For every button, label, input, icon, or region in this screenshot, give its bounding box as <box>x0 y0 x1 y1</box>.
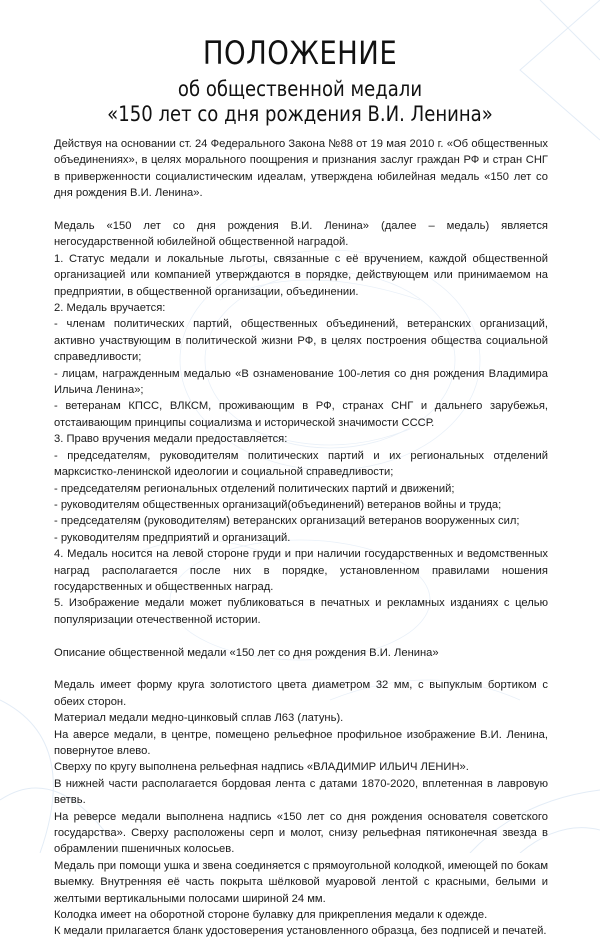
clause-3-item-b: - председателям региональных отделений политических партий и движений; <box>54 482 455 495</box>
clause-3: 3. Право вручения медали предоставляется: <box>54 433 288 446</box>
clause-5: 5. Изображение медали может публиковаться в печатных и рекламных изданиях с целью популяризации отечественной истории. <box>54 597 548 626</box>
description-heading: Описание общественной медали «150 лет со дня рождения В.И. Ленина» <box>54 646 439 659</box>
page-title: ПОЛОЖЕНИЕ <box>202 34 398 72</box>
description-line-7: Медаль при помощи ушка и звена соединяется с прямоугольной колодкой, имеющей по бокам выемку. Внутренняя её часть покрыта шёлковой муаровой лентой с красными, белыми и желтыми вертикальными полосами шириной 24 мм. <box>54 859 549 905</box>
description-line-2: Материал медали медно-цинковый сплав Л63 (латунь). <box>54 712 344 725</box>
description-line-9: К медали прилагается бланк удостоверения установленного образца, без подписей и печатей. <box>54 925 547 938</box>
page-subtitle-line-2: «150 лет со дня рождения В.И. Ленина» <box>107 102 493 126</box>
clause-2-item-c: - ветеранам КПСС, ВЛКСМ, проживающим в РФ, странах СНГ и дальнего зарубежья, отстаивающим принципы социализма и исторической значимости СССР. <box>54 400 548 429</box>
intro-paragraph: Действуя на основании ст. 24 Федерального Закона №88 от 19 мая 2010 г. «Об общественных объединениях», в целях морального поощрения и признания заслуг граждан РФ и стран СНГ в приверженности социалистическим идеалам, утверждена юбилейная медаль «150 лет со дня рождения В.И. Ленина». <box>54 138 548 200</box>
description-line-1: Медаль имеет форму круга золотистого цвета диаметром 32 мм, с выпуклым бортиком с обеих сторон. <box>54 679 548 708</box>
clause-1: 1. Статус медали и локальные льготы, связанные с её вручением, каждой общественной организацией или компанией утверждаются в порядке, действующем или принимаемом на предприятии, в общественной организации, объединении. <box>54 252 548 298</box>
description-line-3: На аверсе медали, в центре, помещено рельефное профильное изображение В.И. Ленина, повернутое влево. <box>54 728 548 757</box>
description-line-4: Сверху по кругу выполнена рельефная надпись «ВЛАДИМИР ИЛЬИЧ ЛЕНИН». <box>54 761 469 774</box>
document-body <box>54 136 548 940</box>
description-line-5: В нижней части располагается бордовая лента с датами 1870-2020, вплетенная в лавровую ветвь. <box>54 777 548 807</box>
clause-2-item-b: - лицам, награжденным медалью «В ознаменование 100-летия со дня рождения Владимира Ильича Ленина»; <box>54 367 548 397</box>
definition-paragraph: Медаль «150 лет со дня рождения В.И. Ленина» (далее – медаль) является негосударственной юбилейной общественной наградой. <box>54 220 548 249</box>
page-subtitle-line-1: об общественной медали <box>177 77 423 101</box>
clause-3-item-d: - председателям (руководителям) ветеранских организаций ветеранов вооруженных сил; <box>54 515 520 528</box>
clause-3-item-c: - руководителям общественных организаций(объединений) ветеранов войны и труда; <box>54 498 502 511</box>
clause-2-item-a: - членам политических партий, общественных объединений, ветеранских организаций, активно участвующим в политической жизни РФ, в целях построения общества социальной справедливости; <box>54 318 548 364</box>
clause-4: 4. Медаль носится на левой стороне груди и при наличии государственных и ведомственных наград располагается после них в порядке, установленном правилами ношения государственных и общественных наград. <box>54 548 548 593</box>
clause-3-item-e: - руководителям предприятий и организаций. <box>54 531 291 544</box>
description-line-8: Колодка имеет на оборотной стороне булавку для прикрепления медали к одежде. <box>54 909 488 922</box>
description-line-6: На реверсе медали выполнена надпись «150 лет со дня рождения основателя советского государства». Сверху расположены серп и молот, снизу рельефная пятиконечная звезда в обрамлении пшеничных колосьев. <box>54 810 548 856</box>
clause-2: 2. Медаль вручается: <box>54 302 166 315</box>
clause-3-item-a: - председателям, руководителям политических партий и их региональных отделений марксистко-ленинской идеологии и социальной справедливости; <box>54 449 548 479</box>
